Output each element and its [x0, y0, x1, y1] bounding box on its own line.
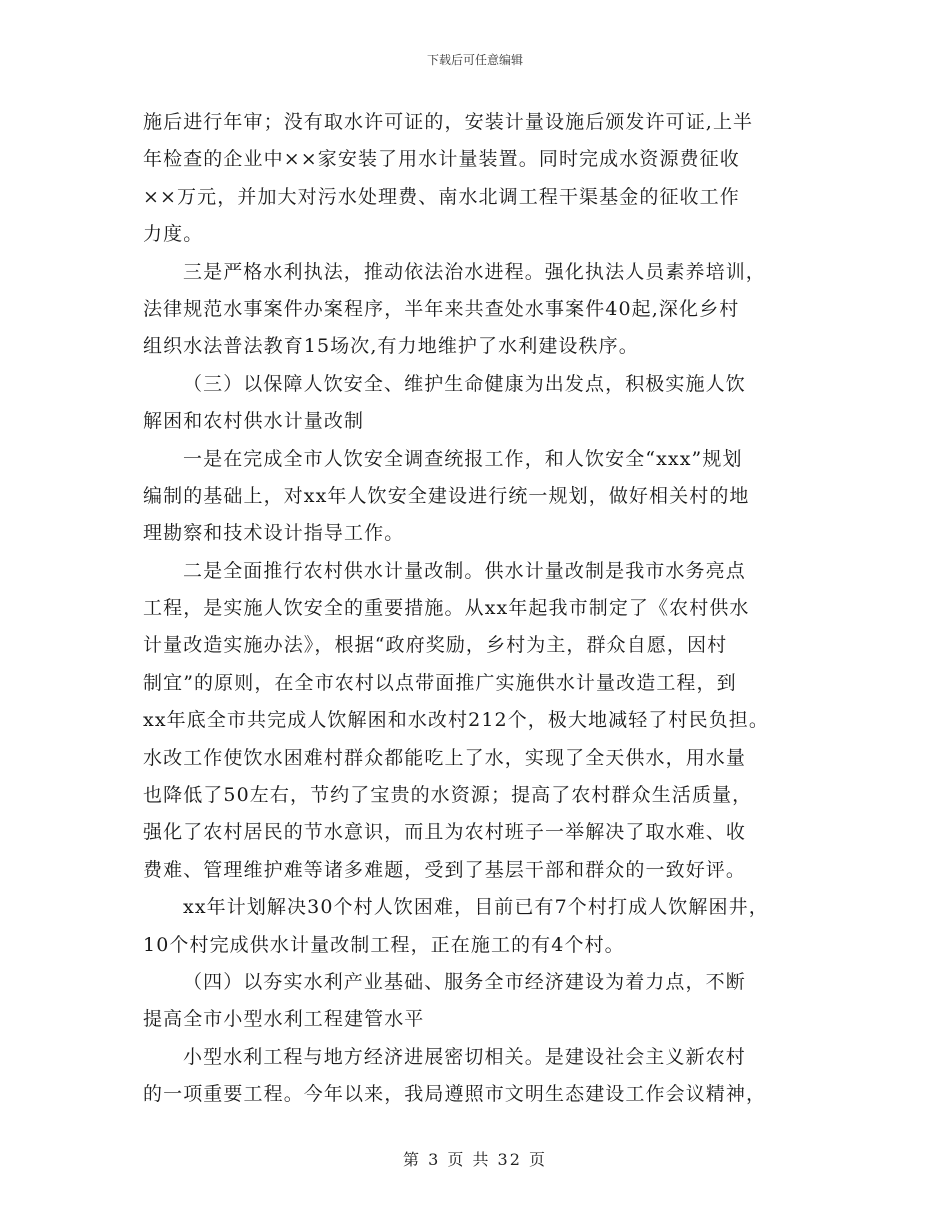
paragraph-line: xx年底全市共完成人饮解困和水改村212个，极大地减轻了村民负担。 — [143, 709, 769, 732]
paragraph-line: 施后进行年审；没有取水许可证的，安装计量设施后颁发许可证,上半 — [143, 111, 754, 133]
paragraph-line: 的一项重要工程。今年以来，我局遵照市文明生态建设工作会议精神， — [143, 1083, 767, 1106]
paragraph-line: 计量改造实施办法》，根据“政府奖励，乡村为主，群众自愿，因村 — [143, 634, 728, 657]
paragraph-line: 年检查的企业中××家安装了用水计量装置。同时完成水资源费征收 — [143, 148, 740, 171]
paragraph-line: 编制的基础上，对xx年人饮安全建设进行统一规划，做好相关村的地 — [143, 484, 750, 507]
paragraph-line: 解困和农村供水计量改制 — [143, 410, 365, 433]
page-header-note: 下载后可任意编辑 — [426, 53, 523, 67]
document-body — [143, 104, 803, 1114]
paragraph-line: 工程，是实施人饮安全的重要措施。从xx年起我市制定了《农村供水 — [143, 597, 750, 620]
page-number-footer: 第 3 页 共 32 页 — [403, 1150, 547, 1169]
paragraph-line: 也降低了50左右，节约了宝贵的水资源；提高了农村群众生活质量， — [143, 784, 753, 807]
paragraph-line: 小型水利工程与地方经济进展密切相关。是建设社会主义新农村 — [183, 1045, 746, 1068]
paragraph-line: 二是全面推行农村供水计量改制。供水计量改制是我市水务亮点 — [183, 559, 746, 582]
paragraph-line: 力度。 — [143, 223, 204, 246]
paragraph-line: 理勘察和技术设计指导工作。 — [143, 522, 405, 545]
paragraph-line: xx年计划解决30个村人饮困难，目前已有7个村打成人饮解困井， — [183, 896, 769, 919]
paragraph-line: 费难、管理维护难等诸多难题，受到了基层干部和群众的一致好评。 — [143, 858, 747, 881]
paragraph-line: （四）以夯实水利产业基础、服务全市经济建设为着力点，不断 — [183, 970, 746, 993]
paragraph-line: 强化了农村居民的节水意识，而且为农村班子一举解决了取水难、收 — [143, 821, 747, 844]
paragraph-line: 一是在完成全市人饮安全调查统报工作，和人饮安全“xxx”规划 — [183, 447, 743, 470]
paragraph-line: ××万元，并加大对污水处理费、南水北调工程干渠基金的征收工作 — [143, 185, 740, 208]
paragraph-line: 10个村完成供水计量改制工程，正在施工的有4个村。 — [143, 933, 625, 956]
paragraph-line: 法律规范水事案件办案程序，半年来共查处水事案件40起,深化乡村 — [143, 297, 740, 320]
paragraph-line: 三是严格水利执法，推动依法治水进程。强化执法人员素养培训， — [183, 260, 766, 283]
paragraph-line: 提高全市小型水利工程建管水平 — [143, 1008, 425, 1031]
paragraph-line: 组织水法普法教育15场次,有力地维护了水利建设秩序。 — [143, 335, 639, 358]
paragraph-line: 制宜”的原则，在全市农村以点带面推广实施供水计量改造工程，到 — [143, 671, 737, 694]
paragraph-line: （三）以保障人饮安全、维护生命健康为出发点，积极实施人饮 — [183, 372, 746, 395]
paragraph-line: 水改工作使饮水困难村群众都能吃上了水，实现了全天供水，用水量 — [143, 746, 747, 769]
